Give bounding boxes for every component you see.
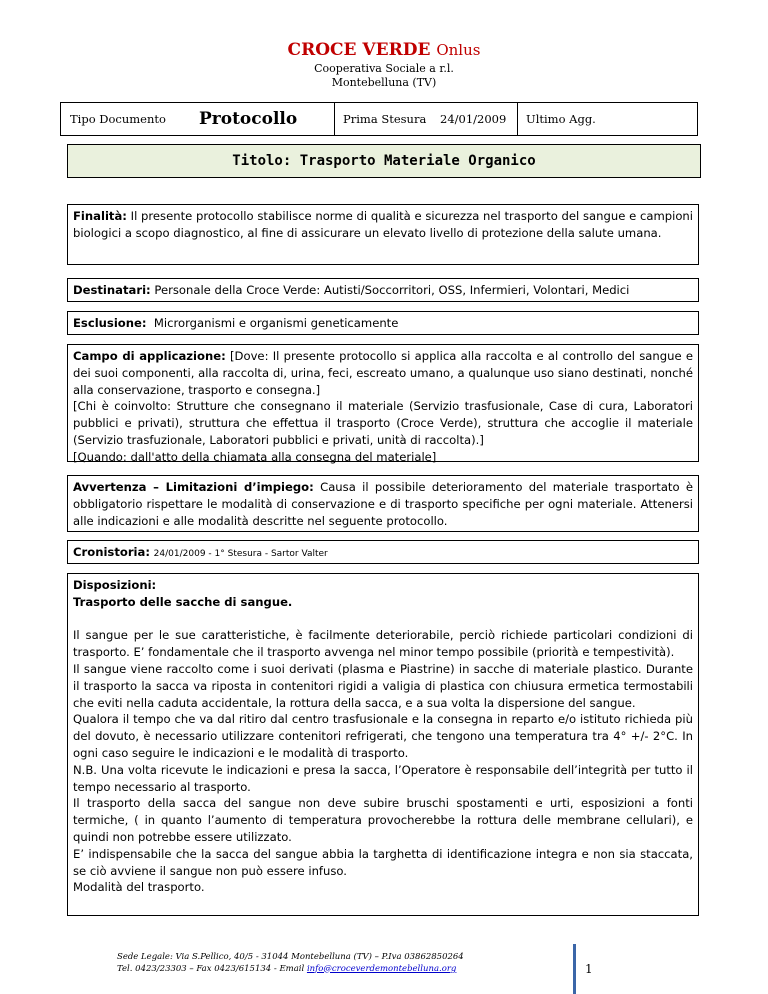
history-label: Cronistoria: [73, 545, 150, 559]
scope-when: [Quando: dall'atto della chiamata alla consegna del materiale] [73, 449, 437, 464]
footer-email-link[interactable]: info@croceverdemontebelluna.org [306, 963, 457, 974]
last-update-label: Ultimo Agg. [517, 103, 697, 135]
organization-name [0, 40, 768, 60]
page-number: 1 [585, 962, 593, 976]
organization-suffix: Onlus [436, 41, 481, 59]
provisions-paragraph: E’ indispensabile che la sacca del sangue abbia la targhetta di identificazione integra e non sia staccata, se ciò avviene il sangue non può essere infuso. [73, 846, 693, 878]
scope-where: [Dove: Il presente protocollo si applica alla raccolta e al controllo del sangue e dei suoi componenti, alla raccolta di, urina, feci, escreato umano, a qualunque uso siano destinati, nonché alla conservazione, trasporto e consegna.] [73, 349, 694, 397]
page-number-bar [573, 944, 576, 994]
document-meta-table [60, 102, 698, 136]
footer-address: Sede Legale: Via S.Pellico, 40/5 - 31044 Montebelluna (TV) – P.Iva 03862850264 [117, 952, 464, 962]
scope-section [67, 344, 699, 462]
provisions-paragraph: N.B. Una volta ricevute le indicazioni e presa la sacca, l’Operatore è responsabile dell’integrità per tutto il tempo necessario al trasporto. [73, 762, 693, 794]
page-footer [117, 952, 464, 975]
warning-section [67, 475, 699, 532]
organization-type: Cooperativa Sociale a r.l. [314, 62, 454, 75]
provisions-paragraph: Qualora il tempo che va dal ritiro dal centro trasfusionale e la consegna in reparto e/o istituto richieda più del dovuto, è necessario utilizzare contenitori refrigerati, che tengono una temperatura tra 4° +/- 2°C. In ogni caso seguire le indicazioni e le modalità di trasporto. [73, 712, 693, 760]
first-draft-label: Prima Stesura [334, 103, 434, 135]
provisions-paragraph: Modalità del trasporto. [73, 880, 205, 895]
scope-who: [Chi è coinvolto: Strutture che consegnano il materiale (Servizio trasfusionale, Case di cura, Laboratori pubblici e privati), struttura che effettua il trasporto (Croce Verde), struttura che accoglie il materiale (Servizio trasfuzionale, Laboratori pubblici e privati, unità di raccolta).] [73, 399, 693, 447]
footer-contacts [117, 964, 464, 976]
purpose-text: Il presente protocollo stabilisce norme di qualità e sicurezza nel trasporto del sangue e campioni biologici a scopo diagnostico, al fine di assicurare un elevato livello di protezione della salute umana. [73, 209, 693, 240]
recipients-section [67, 278, 699, 302]
provisions-section [67, 573, 699, 916]
exclusion-text: Microrganismi e organismi geneticamente [153, 316, 399, 330]
history-section [67, 540, 699, 564]
provisions-label: Disposizioni: [73, 578, 157, 592]
organization-city: Montebelluna (TV) [331, 76, 437, 89]
provisions-paragraph: Il trasporto della sacca del sangue non deve subire bruschi spostamenti e urti, esposizioni a fonti termiche, ( in quanto l’aumento di temperatura provocherebbe la rottura delle membrane cellulari), e quindi non potrebbe essere utilizzato. [73, 796, 693, 844]
doc-type-label: Tipo Documento [70, 112, 166, 126]
organization-name-text: CROCE VERDE [287, 40, 431, 60]
first-draft-date: 24/01/2009 [440, 112, 507, 126]
recipients-text: Personale della Croce Verde: Autisti/Soccorritori, OSS, Infermieri, Volontari, Medici [154, 283, 630, 297]
history-text: 24/01/2009 - 1° Stesura - Sartor Valter [153, 549, 328, 559]
warning-text: Causa il possibile deterioramento del materiale trasportato è obbligatorio rispettare le modalità di conservazione e di trasporto specifiche per ogni materiale. Attenersi alle indicazioni e alle modalità descritte nel seguente protocollo. [73, 480, 694, 528]
exclusion-section [67, 311, 699, 335]
exclusion-label: Esclusione: [73, 316, 147, 330]
footer-phone-fax: Tel. 0423/23303 – Fax 0423/615134 - Email [117, 963, 307, 974]
provisions-subtitle: Trasporto delle sacche di sangue. [73, 594, 293, 609]
doc-type-value: Protocollo [199, 109, 298, 129]
scope-label: Campo di applicazione: [73, 349, 226, 363]
recipients-label: Destinatari: [73, 283, 151, 297]
purpose-label: Finalità: [73, 209, 127, 223]
purpose-section [67, 204, 699, 265]
warning-label: Avvertenza – Limitazioni d’impiego: [73, 480, 314, 494]
document-title: Titolo: Trasporto Materiale Organico [67, 144, 701, 178]
provisions-paragraph: Il sangue viene raccolto come i suoi derivati (plasma e Piastrine) in sacche di materiale plastico. Durante il trasporto la sacca va riposta in contenitori rigidi a valigia di plastica con chiusura ermetica termostabili che eviti nella caduta accidentale, la rottura della sacca, e a sua volta la dispersione del sangue. [73, 661, 693, 710]
provisions-paragraph: Il sangue per le sue caratteristiche, è facilmente deteriorabile, perciò richiede particolari condizioni di trasporto. E’ fondamentale che il trasporto avvenga nel minor tempo possibile (priorità e tempestività). [73, 628, 693, 660]
